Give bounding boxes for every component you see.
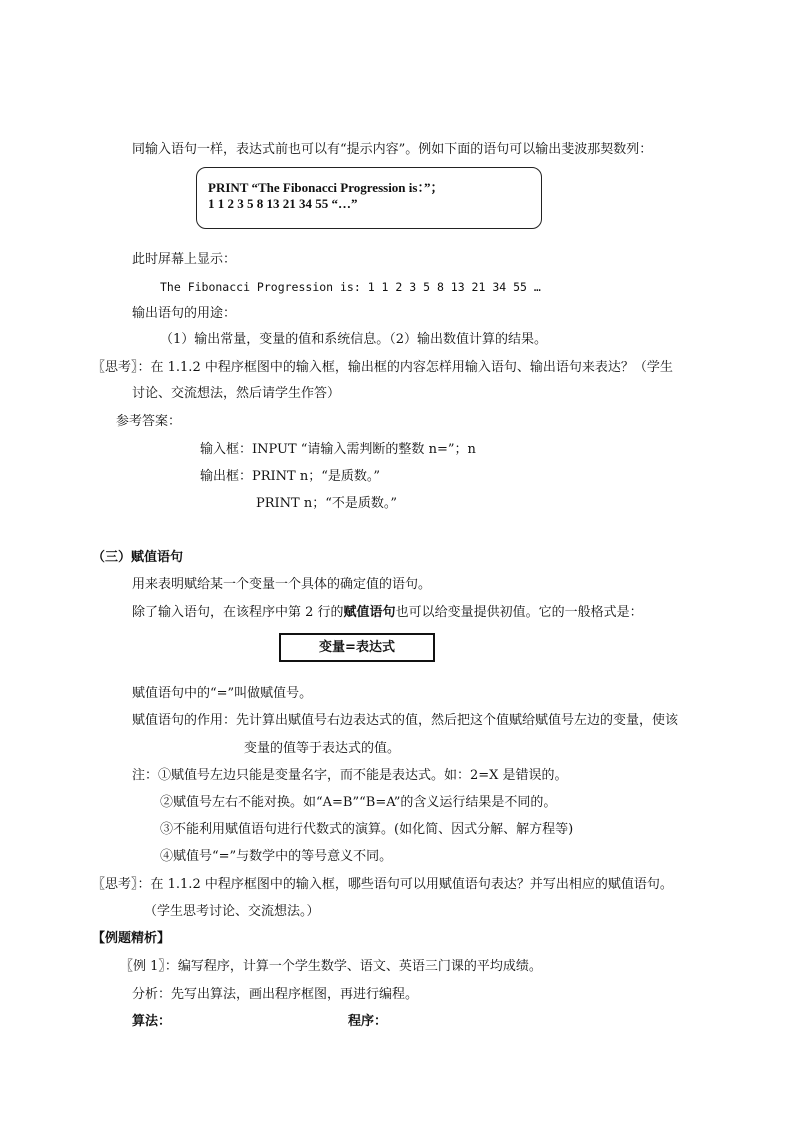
example-analysis: 分析：先写出算法，画出程序框图，再进行编程。 [132, 987, 419, 1002]
answer-output-2: PRINT n；“不是质数。” [256, 496, 398, 511]
examples-heading: 【例题精析】 [92, 931, 171, 946]
code-box [196, 167, 542, 229]
algorithm-label: 算法： [132, 1014, 172, 1029]
code-line-1: PRINT “The Fibonacci Progression is：”； [208, 180, 444, 195]
format-box: 变量=表达式 [279, 633, 435, 662]
think2-line2: （学生思考讨论、交流想法。） [144, 904, 320, 919]
assign-role-2: 变量的值等于表达式的值。 [244, 741, 401, 756]
section3-para [132, 604, 643, 622]
answer-title: 参考答案： [116, 414, 182, 429]
intro-text: 同输入语句一样，表达式前也可以有“提示内容”。例如下面的语句可以输出斐波那契数列： [132, 142, 653, 157]
section3-para-post: 也可以给变量提供初值。它的一般格式是： [395, 605, 643, 620]
usage-items: （1）输出常量，变量的值和系统信息。（2）输出数值计算的结果。 [160, 332, 548, 347]
screen-label: 此时屏幕上显示： [132, 252, 237, 267]
section3-para-pre: 除了输入语句，在该程序中第 2 行的 [132, 605, 344, 620]
answer-output-1: 输出框：PRINT n；“是质数。” [200, 469, 381, 484]
example-1: 〖例 1〗：编写程序，计算一个学生数学、语文、英语三门课的平均成绩。 [120, 959, 542, 974]
note-1: 注：①赋值号左边只能是变量名字，而不能是表达式。如：2=X 是错误的。 [132, 768, 568, 783]
program-label: 程序： [348, 1014, 388, 1029]
note-4: ④赋值号“=”与数学中的等号意义不同。 [160, 849, 393, 864]
assign-sign: 赋值语句中的“=”叫做赋值号。 [132, 686, 313, 701]
note-2: ②赋值号左右不能对换。如“A=B”“B=A”的含义运行结果是不同的。 [160, 795, 557, 810]
section3-para-bold: 赋值语句 [343, 605, 396, 620]
assign-role-1: 赋值语句的作用：先计算出赋值号右边表达式的值，然后把这个值赋给赋值号左边的变量，使该 [132, 713, 679, 728]
answer-input: 输入框：INPUT “请输入需判断的整数 n=”；n [200, 442, 476, 457]
section3-def: 用来表明赋给某一个变量一个具体的确定值的语句。 [132, 577, 432, 592]
usage-title: 输出语句的用途： [132, 306, 237, 321]
think1-line2: 讨论、交流想法，然后请学生作答） [132, 386, 341, 401]
code-line-2: 1 1 2 3 5 8 13 21 34 55 “…” [208, 196, 358, 211]
think1-line1: 〖思考〗：在 1.1.2 中程序框图中的输入框，输出框的内容怎样用输入语句、输出语句来表达？（学生 [92, 360, 673, 375]
think2-line1: 〖思考〗：在 1.1.2 中程序框图中的输入框，哪些语句可以用赋值语句表达？并写出相应的赋值语句。 [92, 877, 673, 892]
section3-heading: （三）赋值语句 [92, 550, 184, 565]
screen-output: The Fibonacci Progression is: 1 1 2 3 5 8 13 21 34 55 … [160, 280, 541, 294]
note-3: ③不能利用赋值语句进行代数式的演算。(如化简、因式分解、解方程等) [160, 822, 574, 837]
